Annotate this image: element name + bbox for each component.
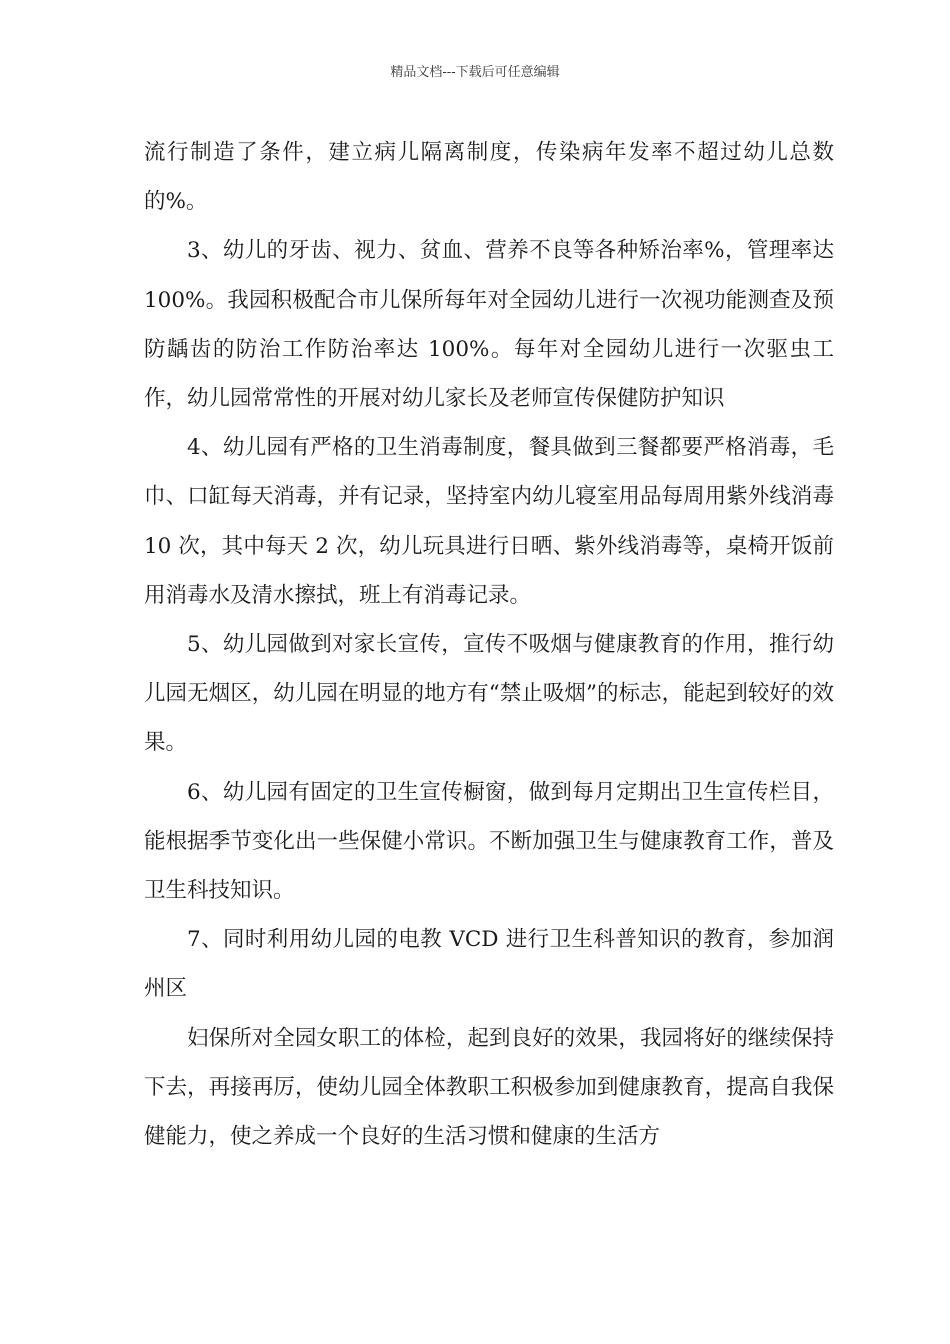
paragraph-item-5: 5、幼儿园做到对家长宣传，宣传不吸烟与健康教育的作用，推行幼儿园无烟区，幼儿园在明显的地方有“禁止吸烟”的标志，能起到较好的效果。 bbox=[144, 632, 834, 756]
paragraph-item-6: 6、幼儿园有固定的卫生宣传橱窗，做到每月定期出卫生宣传栏目，能根据季节变化出一些保健小常识。不断加强卫生与健康教育工作，普及卫生科技知识。 bbox=[144, 779, 834, 904]
paragraph-item-4: 4、幼儿园有严格的卫生消毒制度，餐具做到三餐都要严格消毒，毛巾、口缸每天消毒，并有记录，坚持室内幼儿寝室用品每周用紫外线消毒 10 次，其中每天 2 次，幼儿玩具进行日晒、紫外线消毒等，桌椅开饭前用消毒水及清水擦拭，班上有消毒记录。 bbox=[144, 435, 834, 608]
paragraph-item-3: 3、幼儿的牙齿、视力、贫血、营养不良等各种矫治率%，管理率达 100%。我园积极配合市儿保所每年对全园幼儿进行一次视功能测查及预防龋齿的防治工作防治率达 100%。每年对全园幼儿进行一次驱虫工作，幼儿园常常性的开展对幼儿家长及老师宣传保健防护知识 bbox=[144, 238, 834, 412]
paragraph-closing: 妇保所对全园女职工的体检，起到良好的效果，我园将好的继续保持下去，再接再厉，使幼儿园全体教职工积极参加到健康教育，提高自我保健能力，使之养成一个良好的生活习惯和健康的生活方 bbox=[144, 1025, 834, 1150]
paragraph-continuation: 流行制造了条件，建立病儿隔离制度，传染病年发率不超过幼儿总数的%。 bbox=[144, 140, 834, 215]
paragraph-item-7: 7、同时利用幼儿园的电教 VCD 进行卫生科普知识的教育，参加润州区 bbox=[144, 927, 834, 1002]
page-header: 精品文档---下载后可任意编辑 bbox=[390, 65, 560, 80]
document-body bbox=[144, 128, 834, 1161]
